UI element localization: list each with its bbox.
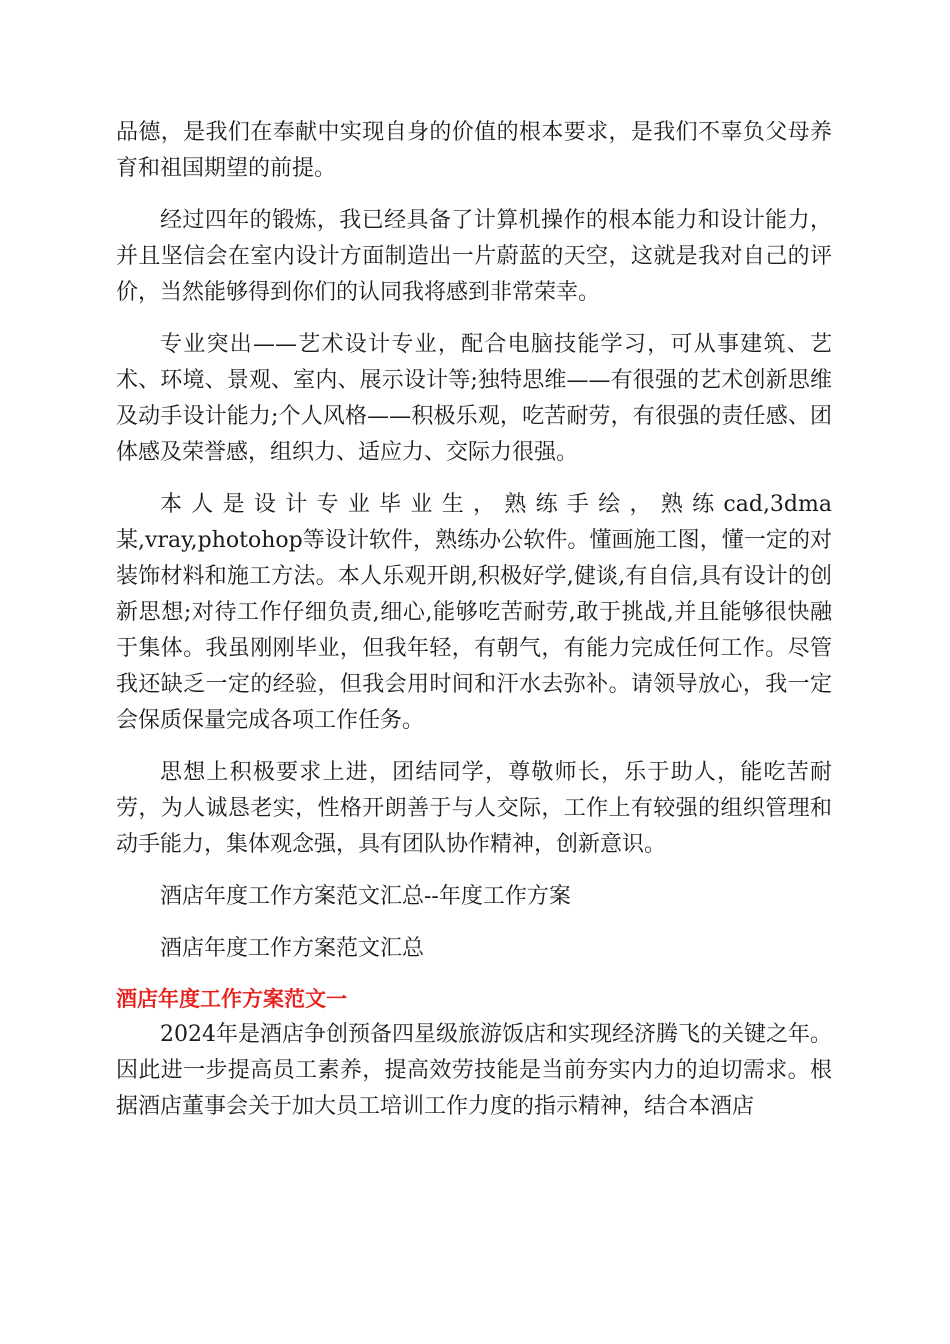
paragraph-section-intro: 2024年是酒店争创预备四星级旅游饭店和实现经济腾飞的关键之年。因此进一步提高员工素养，提高效劳技能是当前夯实内力的迫切需求。根据酒店董事会关于加大员工培训工作力度的指示精神，结合本酒店 bbox=[116, 1022, 832, 1119]
section-heading: 酒店年度工作方案范文一 bbox=[116, 987, 347, 1011]
paragraph-skills: 本人是设计专业毕业生，熟练手绘，熟练cad,3dma某,vray,photohop等设计软件，熟练办公软件。懂画施工图，懂一定的对装饰材料和施工方法。本人乐观开朗,积极好学,健谈,有自信,具有设计的创新思想;对待工作仔细负责,细心,能够吃苦耐劳,敢于挑战,并且能够很快融于集体。我虽刚刚毕业，但我年轻，有朝气，有能力完成任何工作。尽管我还缺乏一定的经验，但我会用时间和汗水去弥补。请领导放心，我一定会保质保量完成各项工作任务。 bbox=[116, 492, 832, 733]
paragraph-self-evaluation: 经过四年的锻炼，我已经具备了计算机操作的根本能力和设计能力，并且坚信会在室内设计方面制造出一片蔚蓝的天空，这就是我对自己的评价，当然能够得到你们的认同我将感到非常荣幸。 bbox=[116, 208, 832, 305]
document-body bbox=[116, 115, 832, 1125]
paragraph-strengths: 专业突出——艺术设计专业，配合电脑技能学习，可从事建筑、艺术、环境、景观、室内、展示设计等;独特思维——有很强的艺术创新思维及动手设计能力;个人风格——积极乐观，吃苦耐劳，有很强的责任感、团体感及荣誉感，组织力、适应力、交际力很强。 bbox=[116, 332, 832, 465]
paragraph-attitude: 思想上积极要求上进，团结同学，尊敬师长，乐于助人，能吃苦耐劳，为人诚恳老实，性格开朗善于与人交际，工作上有较强的组织管理和动手能力，集体观念强，具有团队协作精神，创新意识。 bbox=[116, 760, 832, 857]
paragraph-summary-title: 酒店年度工作方案范文汇总 bbox=[160, 936, 425, 961]
paragraph-continuation: 品德，是我们在奉献中实现自身的价值的根本要求，是我们不辜负父母养育和祖国期望的前提。 bbox=[116, 120, 832, 181]
paragraph-link-title: 酒店年度工作方案范文汇总--年度工作方案 bbox=[160, 884, 571, 909]
